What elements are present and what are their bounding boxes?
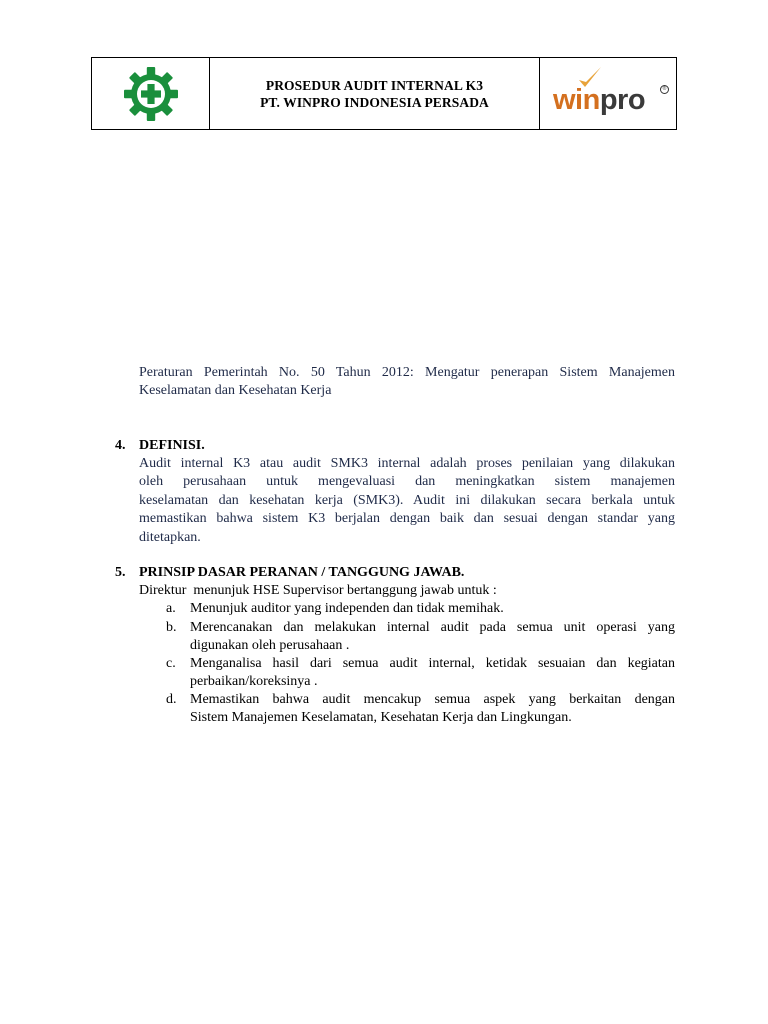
section-4-heading bbox=[115, 437, 205, 455]
section-title: PRINSIP DASAR PERANAN / TANGGUNG JAWAB. bbox=[139, 565, 465, 580]
paragraph-line: Peraturan Pemerintah No. 50 Tahun 2012: Mengatur penerapan Sistem Manajemen bbox=[139, 365, 675, 380]
list-item-line: digunakan oleh perusahaan . bbox=[190, 638, 350, 654]
paragraph-line: Audit internal K3 atau audit SMK3 internal adalah proses penilaian yang dilakukan bbox=[139, 456, 675, 471]
list-item-text bbox=[190, 691, 675, 728]
section-5-intro: Direktur menunjuk HSE Supervisor bertanggung jawab untuk : bbox=[139, 583, 497, 598]
winpro-logo-cell bbox=[540, 58, 676, 129]
section-number: 5. bbox=[115, 565, 126, 580]
list-item-letter: b. bbox=[166, 620, 177, 635]
paragraph-line: memastikan bahwa sistem K3 berjalan dengan baik dan sesuai dengan standar yang bbox=[139, 511, 675, 527]
list-item-letter: a. bbox=[166, 601, 176, 616]
winpro-pro-text: pro bbox=[599, 83, 646, 116]
list-item-letter: c. bbox=[166, 656, 176, 671]
section-title: DEFINISI. bbox=[139, 438, 205, 453]
list-item-letter: d. bbox=[166, 692, 177, 707]
list-item-line: Menunjuk auditor yang independen dan tidak memihak. bbox=[190, 601, 504, 616]
list-item-line: Memastikan bahwa audit mencakup semua aspek yang berkaitan dengan bbox=[190, 692, 675, 707]
paragraph-line: oleh perusahaan untuk mengevaluasi dan meningkatkan sistem manajemen bbox=[139, 474, 675, 490]
section-4-body bbox=[139, 455, 675, 547]
regulation-paragraph bbox=[139, 364, 675, 401]
header-title-line-2: PT. WINPRO INDONESIA PERSADA bbox=[260, 94, 489, 110]
header-title-line-1: PROSEDUR AUDIT INTERNAL K3 bbox=[265, 77, 484, 93]
k3-gear-cross-logo bbox=[123, 66, 179, 122]
header-title-cell bbox=[210, 58, 540, 129]
list-item-text bbox=[190, 600, 675, 618]
paragraph-line: ditetapkan. bbox=[139, 529, 201, 545]
list-item-line: Menganalisa hasil dari semua audit internal, ketidak sesuaian dan kegiatan bbox=[190, 656, 675, 671]
list-item-text bbox=[190, 655, 675, 692]
paragraph-line: Keselamatan dan Kesehatan Kerja bbox=[139, 383, 332, 399]
k3-logo-cell bbox=[92, 58, 210, 129]
list-item-line: perbaikan/koreksinya . bbox=[190, 674, 318, 690]
list-item-line: Sistem Manajemen Keselamatan, Kesehatan Kerja dan Lingkungan. bbox=[190, 710, 572, 726]
list-item-line: Merencanakan dan melakukan internal audit pada semua unit operasi yang bbox=[190, 620, 675, 635]
winpro-win-text: win bbox=[553, 83, 600, 116]
list-item-text bbox=[190, 619, 675, 656]
registered-mark-icon: ® bbox=[660, 85, 669, 94]
document-header bbox=[91, 57, 677, 130]
paragraph-line: keselamatan dan kesehatan kerja (SMK3). Audit ini dilakukan secara berkala untuk bbox=[139, 492, 675, 508]
section-number: 4. bbox=[115, 438, 126, 453]
winpro-wordmark bbox=[553, 83, 646, 116]
winpro-logo bbox=[549, 69, 667, 119]
section-5-heading bbox=[115, 564, 464, 582]
